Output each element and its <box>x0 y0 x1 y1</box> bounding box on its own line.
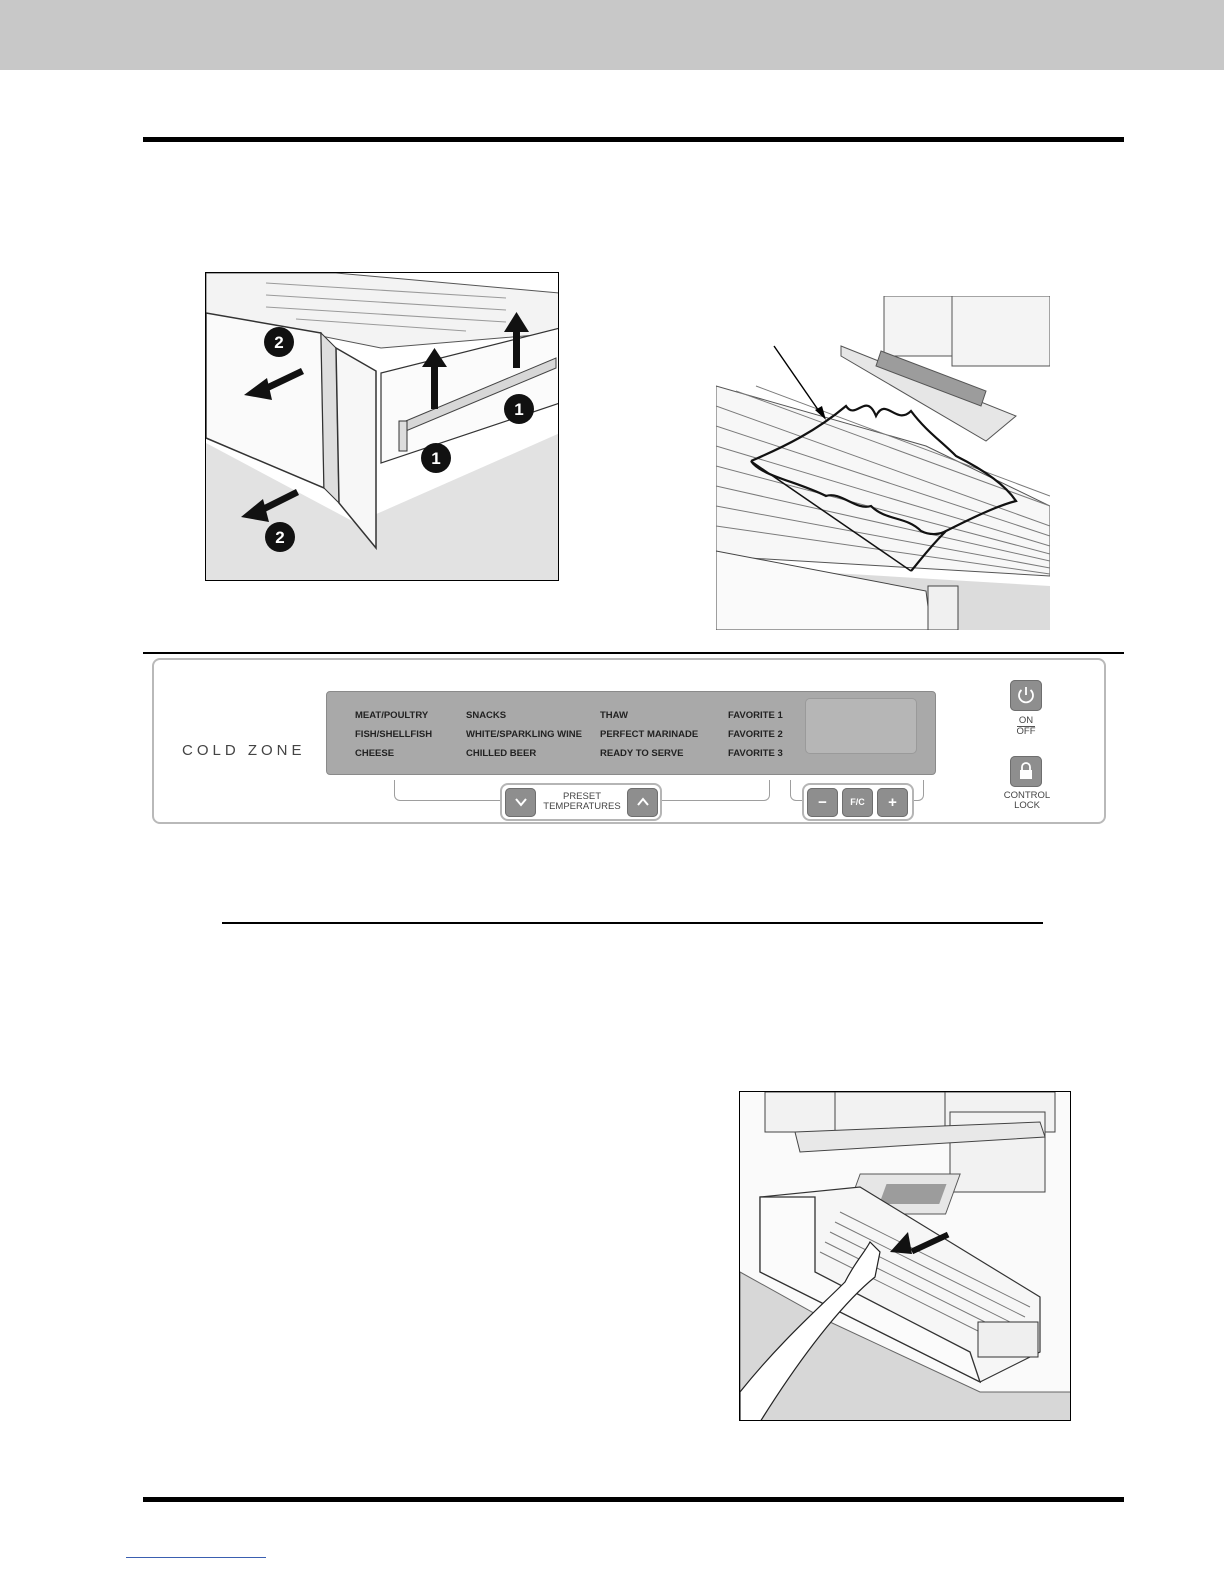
section-rule <box>143 652 1124 654</box>
preset-meat-poultry: MEAT/POULTRY <box>355 710 429 721</box>
bottom-rule <box>143 1497 1124 1502</box>
preset-chilled-beer: CHILLED BEER <box>466 748 537 759</box>
cold-zone-brand: COLD ZONE <box>182 742 306 759</box>
control-lock-line2: LOCK <box>1014 800 1040 811</box>
power-icon <box>1010 680 1042 711</box>
temperature-display <box>805 698 917 754</box>
preset-down-button[interactable] <box>505 788 536 817</box>
callout-1a: 1 <box>514 400 524 419</box>
temperature-minus-button[interactable]: − <box>807 788 838 817</box>
preset-temperatures-group <box>500 783 662 821</box>
open-drawer-figure <box>739 1091 1071 1421</box>
preset-thaw: THAW <box>600 710 628 721</box>
preset-temperatures-label <box>540 792 624 812</box>
callout-1b: 1 <box>431 449 441 468</box>
preset-favorite-1: FAVORITE 1 <box>728 710 783 721</box>
cold-zone-control-panel <box>152 658 1106 824</box>
preset-cheese: CHEESE <box>355 748 395 759</box>
temperature-adjust-group <box>802 783 914 821</box>
fahrenheit-celsius-button[interactable]: F/C <box>842 788 873 817</box>
header-band <box>0 0 1224 70</box>
on-label: ON <box>1018 715 1034 726</box>
off-label: OFF <box>1016 726 1036 737</box>
subsection-rule <box>222 922 1043 924</box>
power-button[interactable] <box>1010 680 1042 711</box>
chevron-down-icon <box>514 788 528 817</box>
control-lock-line1: CONTROL <box>1003 790 1051 801</box>
callout-2a: 2 <box>274 333 284 352</box>
drawer-removal-figure <box>205 272 559 581</box>
preset-fish-shellfish: FISH/SHELLFISH <box>355 729 433 740</box>
wine-rack-figure <box>716 296 1050 630</box>
preset-ready-to-serve: READY TO SERVE <box>600 748 684 759</box>
preset-favorite-2: FAVORITE 2 <box>728 729 783 740</box>
callout-2b: 2 <box>275 528 285 547</box>
preset-up-button[interactable] <box>627 788 658 817</box>
footer-link-underline <box>126 1557 266 1558</box>
preset-perfect-marinade: PERFECT MARINADE <box>600 729 699 740</box>
preset-label-line1: PRESET <box>562 791 601 802</box>
top-rule <box>143 137 1124 142</box>
preset-screen <box>326 691 936 775</box>
temperature-plus-button[interactable]: + <box>877 788 908 817</box>
chevron-up-icon <box>636 788 650 817</box>
preset-white-sparkling-wine: WHITE/SPARKLING WINE <box>466 729 582 740</box>
preset-label-line2: TEMPERATURES <box>543 801 621 812</box>
lock-icon <box>1010 756 1042 787</box>
on-off-label <box>1000 716 1052 737</box>
control-lock-label <box>992 791 1062 811</box>
control-lock-button[interactable] <box>1010 756 1042 787</box>
preset-favorite-3: FAVORITE 3 <box>728 748 783 759</box>
preset-snacks: SNACKS <box>466 710 507 721</box>
